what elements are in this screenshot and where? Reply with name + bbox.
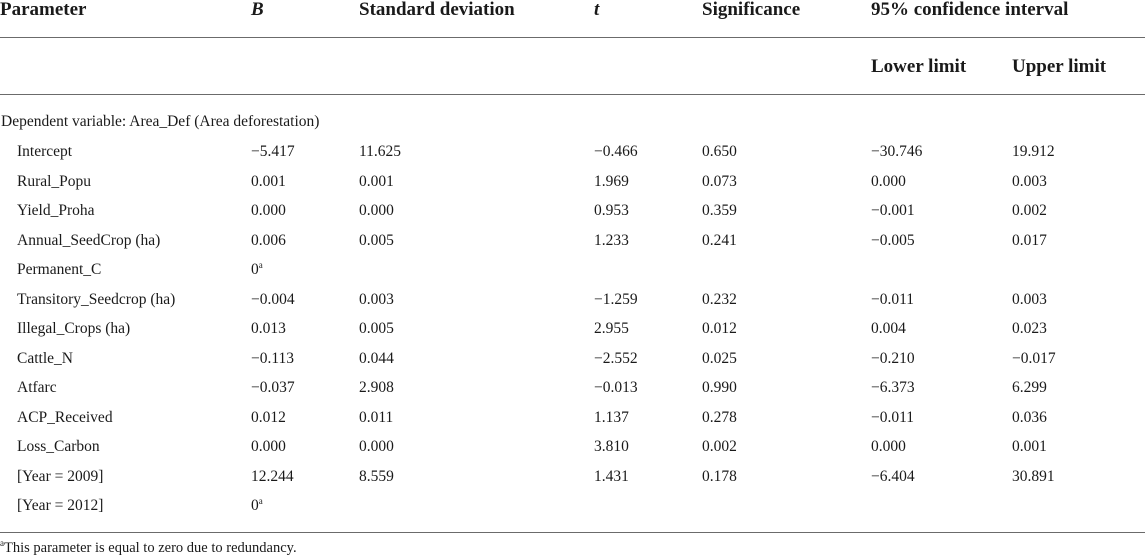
cell-b-value: −0.113	[251, 350, 295, 367]
cell-t	[594, 438, 629, 456]
cell-parameter-value: [Year = 2009]	[17, 468, 104, 485]
cell-parameter-value: Intercept	[17, 143, 73, 160]
cell-standard-deviation	[359, 291, 394, 309]
cell-lower-limit	[871, 409, 914, 427]
cell-upper-limit	[1012, 409, 1047, 427]
cell-b-value: −0.004	[251, 291, 295, 308]
header-lower-limit: Lower limit	[871, 56, 967, 77]
cell-standard-deviation	[359, 320, 394, 338]
cell-significance	[702, 173, 737, 191]
cell-standard-deviation	[359, 173, 394, 191]
cell-t-value: 1.137	[594, 409, 629, 426]
cell-lower-limit	[871, 379, 915, 397]
cell-parameter	[17, 409, 113, 427]
cell-significance	[702, 232, 737, 250]
cell-significance-value: 0.241	[702, 232, 737, 249]
cell-significance-value: 0.073	[702, 173, 737, 190]
dependent-variable-label: Dependent variable: Area_Def (Area deforestation)	[1, 113, 320, 130]
cell-standard-deviation	[359, 350, 394, 368]
cell-lower-limit	[871, 438, 906, 456]
cell-significance	[702, 143, 737, 161]
cell-significance	[702, 202, 737, 220]
cell-t-value: −0.466	[594, 143, 638, 160]
cell-b	[251, 379, 295, 397]
cell-parameter-value: Loss_Carbon	[17, 438, 100, 455]
cell-lower-limit-value: −0.001	[871, 202, 915, 219]
cell-b	[251, 468, 294, 486]
cell-lower-limit	[871, 173, 906, 191]
cell-significance	[702, 468, 737, 486]
header-rule	[0, 94, 1145, 95]
cell-significance-value: 0.278	[702, 409, 737, 426]
cell-t-value: 1.969	[594, 173, 629, 190]
cell-significance	[702, 379, 737, 397]
cell-significance	[702, 438, 737, 456]
cell-parameter-value: [Year = 2012]	[17, 497, 104, 514]
cell-t	[594, 320, 629, 338]
cell-significance	[702, 409, 737, 427]
cell-b	[251, 291, 295, 309]
cell-standard-deviation	[359, 409, 393, 427]
cell-upper-limit	[1012, 232, 1047, 250]
cell-significance	[702, 320, 737, 338]
cell-parameter	[17, 143, 72, 161]
cell-lower-limit-value: −30.746	[871, 143, 923, 160]
cell-parameter-value: Annual_SeedCrop (ha)	[17, 232, 161, 249]
cell-parameter	[17, 379, 57, 397]
cell-lower-limit	[871, 320, 906, 338]
cell-b	[251, 350, 294, 368]
cell-t-value: −0.013	[594, 379, 638, 396]
cell-t-value: 1.233	[594, 232, 629, 249]
cell-parameter	[17, 232, 160, 250]
header-parameter: Parameter	[0, 0, 87, 20]
cell-upper-limit-value: 6.299	[1012, 379, 1047, 396]
cell-b	[251, 409, 286, 427]
cell-t	[594, 232, 629, 250]
cell-standard-deviation	[359, 232, 394, 250]
cell-upper-limit-value: 0.002	[1012, 202, 1047, 219]
cell-standard-deviation-value: 2.908	[359, 379, 394, 396]
cell-upper-limit-value: 0.023	[1012, 320, 1047, 337]
cell-b-value: 0.013	[251, 320, 286, 337]
cell-upper-limit	[1012, 291, 1047, 309]
cell-upper-limit	[1012, 379, 1047, 397]
cell-b	[251, 497, 263, 515]
cell-upper-limit	[1012, 438, 1047, 456]
cell-lower-limit-value: −6.404	[871, 468, 915, 485]
cell-standard-deviation-value: 0.005	[359, 320, 394, 337]
cell-upper-limit	[1012, 143, 1055, 161]
header-upper-limit: Upper limit	[1012, 56, 1107, 77]
cell-b-value: 0.000	[251, 202, 286, 219]
cell-lower-limit-value: −0.005	[871, 232, 915, 249]
cell-upper-limit	[1012, 202, 1047, 220]
header-significance: Significance	[702, 0, 801, 20]
cell-b-value: −0.037	[251, 379, 295, 396]
cell-b-value: 0.012	[251, 409, 286, 426]
cell-t-value: −2.552	[594, 350, 638, 367]
cell-upper-limit	[1012, 350, 1056, 368]
cell-b-value: 12.244	[251, 468, 294, 485]
cell-standard-deviation-value: 0.005	[359, 232, 394, 249]
cell-parameter-value: Cattle_N	[17, 350, 73, 367]
cell-t-value: 3.810	[594, 438, 629, 455]
cell-standard-deviation-value: 0.003	[359, 291, 394, 308]
header-confidence-interval: 95% confidence interval	[871, 0, 1069, 20]
cell-standard-deviation	[359, 379, 394, 397]
cell-lower-limit-value: 0.000	[871, 438, 906, 455]
cell-significance-value: 0.990	[702, 379, 737, 396]
footnote-ref: a	[258, 259, 263, 270]
cell-t-value: 2.955	[594, 320, 629, 337]
cell-standard-deviation-value: 11.625	[359, 143, 402, 160]
cell-t	[594, 468, 629, 486]
cell-b-value: 0.000	[251, 438, 286, 455]
cell-t	[594, 350, 638, 368]
footnote	[0, 540, 297, 556]
cell-t-value: 1.431	[594, 468, 629, 485]
cell-standard-deviation-value: 0.001	[359, 173, 394, 190]
cell-parameter	[17, 468, 103, 486]
cell-b-value: 0	[251, 261, 259, 278]
cell-upper-limit-value: 0.001	[1012, 438, 1047, 455]
cell-b	[251, 173, 286, 191]
cell-parameter	[17, 438, 100, 456]
cell-standard-deviation	[359, 438, 394, 456]
cell-upper-limit-value: 0.036	[1012, 409, 1047, 426]
cell-lower-limit-value: −0.011	[871, 291, 915, 308]
cell-significance-value: 0.359	[702, 202, 737, 219]
cell-significance-value: 0.012	[702, 320, 737, 337]
cell-lower-limit-value: −0.011	[871, 409, 915, 426]
cell-significance-value: 0.178	[702, 468, 737, 485]
cell-parameter	[17, 350, 73, 368]
cell-standard-deviation-value: 0.000	[359, 202, 394, 219]
cell-upper-limit	[1012, 320, 1047, 338]
cell-significance	[702, 350, 737, 368]
cell-parameter	[17, 202, 95, 220]
cell-parameter-value: Illegal_Crops (ha)	[17, 320, 131, 337]
cell-t	[594, 291, 638, 309]
cell-standard-deviation-value: 0.011	[359, 409, 394, 426]
cell-parameter	[17, 261, 101, 279]
cell-lower-limit-value: −6.373	[871, 379, 915, 396]
cell-lower-limit-value: −0.210	[871, 350, 915, 367]
cell-parameter-value: ACP_Received	[17, 409, 113, 426]
cell-lower-limit-value: 0.000	[871, 173, 906, 190]
cell-parameter	[17, 173, 91, 191]
cell-b	[251, 202, 286, 220]
cell-parameter-value: Atfarc	[17, 379, 57, 396]
cell-upper-limit-value: 0.017	[1012, 232, 1047, 249]
cell-parameter-value: Permanent_C	[17, 261, 102, 278]
cell-b-value: −5.417	[251, 143, 295, 160]
cell-lower-limit	[871, 468, 915, 486]
cell-t-value: 0.953	[594, 202, 629, 219]
cell-lower-limit	[871, 350, 915, 368]
bottom-rule	[0, 532, 1145, 533]
cell-significance-value: 0.650	[702, 143, 737, 160]
cell-significance-value: 0.232	[702, 291, 737, 308]
cell-parameter-value: Yield_Proha	[17, 202, 95, 219]
footnote-text: This parameter is equal to zero due to redundancy.	[4, 540, 297, 556]
cell-t	[594, 409, 629, 427]
cell-standard-deviation-value: 0.044	[359, 350, 394, 367]
cell-significance	[702, 291, 737, 309]
cell-significance-value: 0.002	[702, 438, 737, 455]
cell-lower-limit	[871, 232, 915, 250]
header-b: B	[251, 0, 264, 20]
cell-upper-limit-value: 19.912	[1012, 143, 1055, 160]
cell-lower-limit-value: 0.004	[871, 320, 906, 337]
cell-t	[594, 202, 629, 220]
cell-t	[594, 143, 638, 161]
cell-lower-limit	[871, 143, 922, 161]
sub-rule-ci	[0, 37, 1145, 38]
cell-standard-deviation-value: 0.000	[359, 438, 394, 455]
cell-t-value: −1.259	[594, 291, 638, 308]
cell-upper-limit-value: 30.891	[1012, 468, 1055, 485]
cell-b	[251, 438, 286, 456]
cell-standard-deviation	[359, 202, 394, 220]
header-standard-deviation: Standard deviation	[359, 0, 515, 20]
cell-b	[251, 320, 286, 338]
cell-t	[594, 173, 629, 191]
cell-b	[251, 143, 295, 161]
cell-standard-deviation	[359, 468, 394, 486]
cell-upper-limit	[1012, 468, 1055, 486]
cell-lower-limit	[871, 202, 915, 220]
cell-t	[594, 379, 638, 397]
footnote-marker: a	[0, 538, 4, 549]
cell-standard-deviation-value: 8.559	[359, 468, 394, 485]
footnote-ref: a	[258, 495, 263, 506]
cell-b	[251, 261, 263, 279]
cell-significance-value: 0.025	[702, 350, 737, 367]
cell-upper-limit-value: 0.003	[1012, 291, 1047, 308]
cell-parameter	[17, 291, 175, 309]
header-t: t	[594, 0, 600, 20]
cell-standard-deviation	[359, 143, 401, 161]
cell-b-value: 0.006	[251, 232, 286, 249]
cell-parameter-value: Transitory_Seedcrop (ha)	[17, 291, 176, 308]
cell-upper-limit-value: 0.003	[1012, 173, 1047, 190]
cell-upper-limit	[1012, 173, 1047, 191]
cell-b-value: 0	[251, 497, 259, 514]
cell-parameter	[17, 320, 130, 338]
cell-lower-limit	[871, 291, 914, 309]
cell-parameter	[17, 497, 103, 515]
cell-parameter-value: Rural_Popu	[17, 173, 92, 190]
cell-upper-limit-value: −0.017	[1012, 350, 1056, 367]
cell-b-value: 0.001	[251, 173, 286, 190]
cell-b	[251, 232, 286, 250]
